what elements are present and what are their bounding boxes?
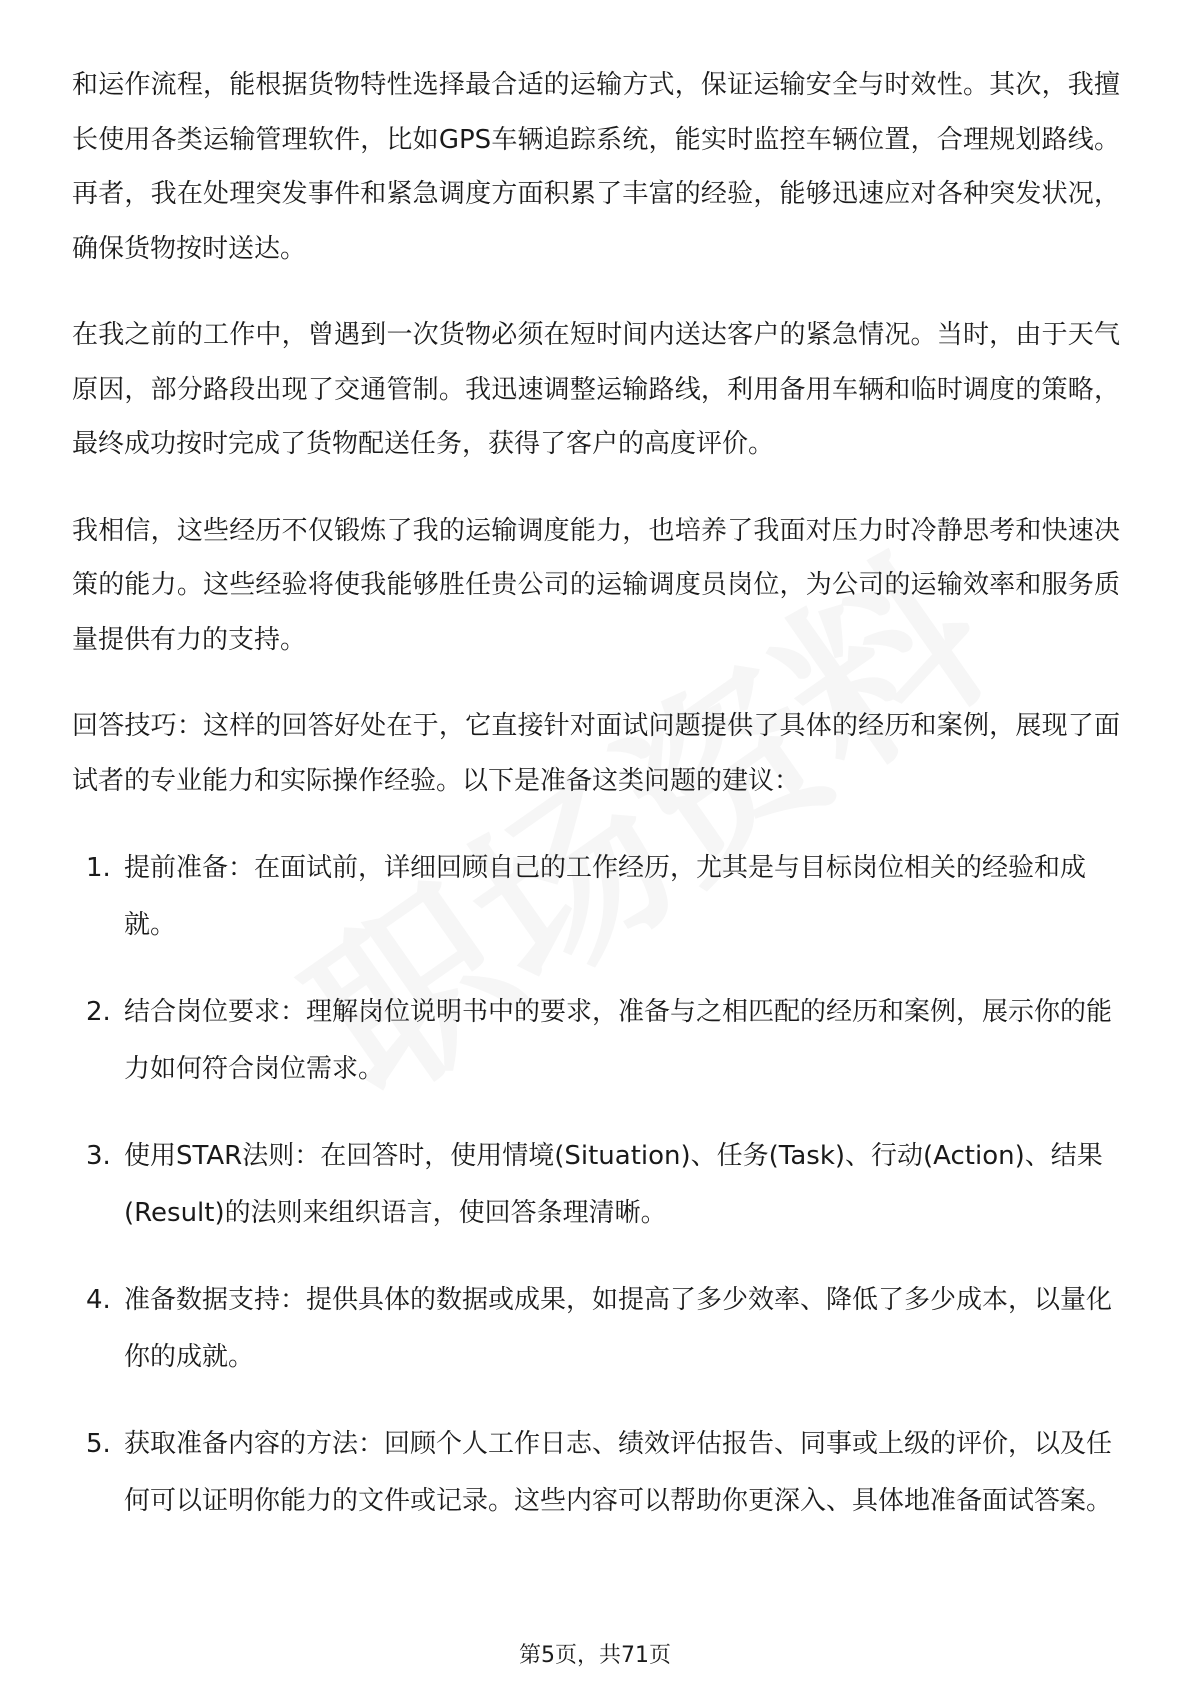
- list-item: [72, 984, 1120, 1098]
- tips-list: [72, 840, 1120, 1530]
- list-item-text: 准备数据支持：提供具体的数据或成果，如提高了多少效率、降低了多少成本，以量化你的成就。: [124, 1285, 1113, 1372]
- list-item-number: 1.: [86, 853, 111, 883]
- list-item-number: 2.: [86, 997, 111, 1027]
- list-item-number: 4.: [86, 1285, 111, 1315]
- paragraph-belief: 我相信，这些经历不仅锻炼了我的运输调度能力，也培养了我面对压力时冷静思考和快速决策的能力。这些经验将使我能够胜任贵公司的运输调度员岗位，为公司的运输效率和服务质量提供有力的支持。: [72, 515, 1120, 655]
- page-content: [72, 58, 1120, 1560]
- paragraph-experience: 在我之前的工作中，曾遇到一次货物必须在短时间内送达客户的紧急情况。当时，由于天气原因，部分路段出现了交通管制。我迅速调整运输路线，利用备用车辆和临时调度的策略，最终成功按时完成了货物配送任务，获得了客户的高度评价。: [72, 320, 1120, 459]
- paragraph-skills: 和运作流程，能根据货物特性选择最合适的运输方式，保证运输安全与时效性。其次，我擅长使用各类运输管理软件，比如GPS车辆追踪系统，能实时监控车辆位置，合理规划路线。再者，我在处理突发事件和紧急调度方面积累了丰富的经验，能够迅速应对各种突发状况，确保货物按时送达。: [72, 70, 1120, 264]
- list-item: [72, 840, 1120, 954]
- list-item-text: 使用STAR法则：在回答时，使用情境(Situation)、任务(Task)、行动(Action)、结果(Result)的法则来组织语言，使回答条理清晰。: [124, 1141, 1103, 1228]
- list-item-text: 获取准备内容的方法：回顾个人工作日志、绩效评估报告、同事或上级的评价，以及任何可以证明你能力的文件或记录。这些内容可以帮助你更深入、具体地准备面试答案。: [124, 1429, 1113, 1516]
- list-item-number: 3.: [86, 1141, 111, 1171]
- list-item: [72, 1128, 1120, 1242]
- list-item: [72, 1416, 1120, 1530]
- list-item-text: 结合岗位要求：理解岗位说明书中的要求，准备与之相匹配的经历和案例，展示你的能力如何符合岗位需求。: [124, 997, 1113, 1084]
- list-item-text: 提前准备：在面试前，详细回顾自己的工作经历，尤其是与目标岗位相关的经验和成就。: [124, 853, 1087, 940]
- page-number: 第5页，共71页: [519, 1643, 671, 1668]
- list-item: [72, 1272, 1120, 1386]
- paragraph-answer-tips: 回答技巧：这样的回答好处在于，它直接针对面试问题提供了具体的经历和案例，展现了面试者的专业能力和实际操作经验。以下是准备这类问题的建议：: [72, 711, 1120, 796]
- list-item-number: 5.: [86, 1429, 111, 1459]
